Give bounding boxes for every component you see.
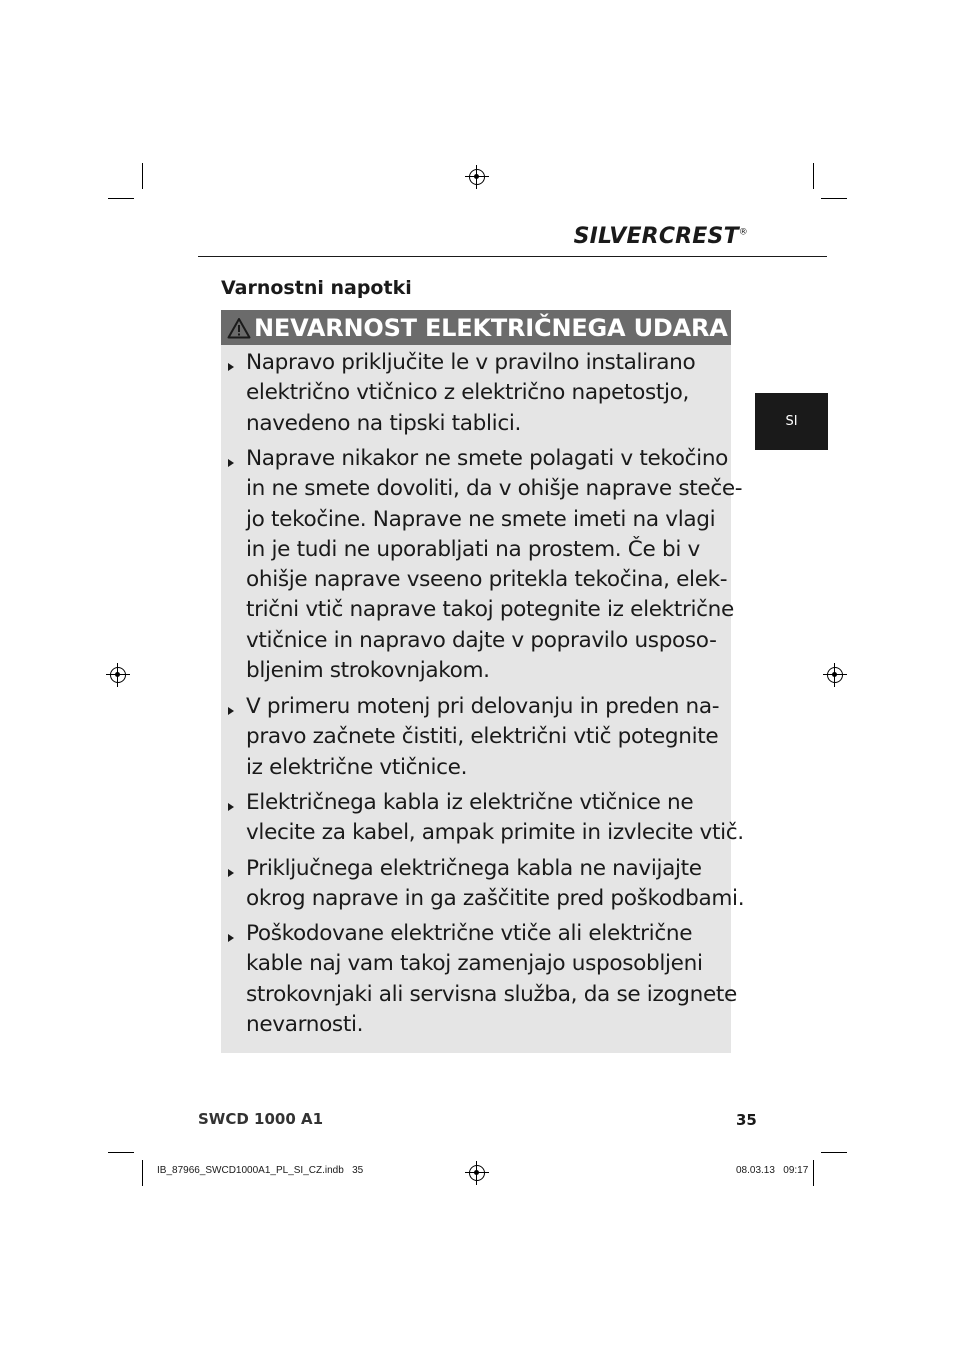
crop-mark: [108, 1152, 134, 1153]
item-line: Naprave nikakor ne smete polagati v tekočino: [246, 446, 729, 471]
header-rule: [198, 256, 827, 257]
registration-mark-icon: [827, 667, 843, 683]
brand-logo: SILVERCREST®: [573, 224, 748, 249]
bullet-arrow-icon: [228, 363, 234, 371]
registration-mark-icon: [110, 667, 126, 683]
warning-header: [221, 310, 731, 345]
item-line: nevarnosti.: [246, 1011, 364, 1037]
crop-mark: [142, 163, 143, 189]
page-number: 35: [736, 1111, 757, 1129]
warning-title: NEVARNOST ELEKTRIČNEGA UDARA: [254, 313, 728, 342]
warning-triangle-icon: [227, 317, 251, 339]
item-line: strokovnjaki ali servisna služba, da se izognete: [246, 981, 737, 1007]
item-line: pravo začnete čistiti, električni vtič potegnite: [246, 724, 719, 750]
item-line: ohišje naprave vseeno pritekla tekočina, elek-: [246, 567, 728, 593]
model-number: SWCD 1000 A1: [198, 1110, 324, 1128]
bullet-arrow-icon: [228, 459, 234, 467]
item-line: vlecite za kabel, ampak primite in izvlecite vtič.: [246, 820, 744, 846]
item-line: električno vtičnico z električno napetostjo,: [246, 380, 690, 406]
crop-mark: [821, 198, 847, 199]
item-line: vtičnice in napravo dajte v popravilo usposo-: [246, 627, 717, 653]
language-tab: SI: [755, 393, 828, 450]
print-slug-date: 08.03.13 09:17: [736, 1165, 809, 1176]
bullet-arrow-icon: [228, 707, 234, 715]
item-line: navedeno na tipski tablici.: [246, 410, 522, 436]
item-line: Priključnega električnega kabla ne navijajte: [246, 856, 702, 881]
item-line: V primeru motenj pri delovanju in preden na-: [246, 694, 720, 719]
section-title: Varnostni napotki: [221, 277, 412, 299]
registration-mark-icon: [469, 1165, 485, 1181]
crop-mark: [813, 1160, 814, 1186]
item-line: Električnega kabla iz električne vtičnice ne: [246, 790, 694, 815]
warning-box: [221, 310, 745, 1053]
item-line: in je tudi ne uporabljati na prostem. Če bi v: [246, 536, 700, 562]
item-line: okrog naprave in ga zaščitite pred poškodbami.: [246, 886, 745, 912]
bullet-arrow-icon: [228, 934, 234, 942]
item-line: in ne smete dovoliti, da v ohišje naprave steče-: [246, 476, 743, 502]
bullet-arrow-icon: [228, 803, 234, 811]
registration-mark-icon: [469, 169, 485, 185]
crop-mark: [108, 198, 134, 199]
crop-mark: [813, 163, 814, 189]
crop-mark: [142, 1160, 143, 1186]
item-line: Poškodovane električne vtiče ali električne: [246, 921, 693, 946]
item-line: Napravo priključite le v pravilno instalirano: [246, 350, 696, 375]
print-slug-file: IB_87966_SWCD1000A1_PL_SI_CZ.indb 35: [157, 1165, 364, 1176]
item-line: iz električne vtičnice.: [246, 754, 468, 780]
item-line: bljenim strokovnjakom.: [246, 658, 490, 684]
item-line: trični vtič naprave takoj potegnite iz električne: [246, 597, 734, 623]
bullet-arrow-icon: [228, 869, 234, 877]
crop-mark: [821, 1152, 847, 1153]
item-line: jo tekočine. Naprave ne smete imeti na vlagi: [246, 506, 716, 532]
item-line: kable naj vam takoj zamenjajo usposobljeni: [246, 951, 703, 977]
